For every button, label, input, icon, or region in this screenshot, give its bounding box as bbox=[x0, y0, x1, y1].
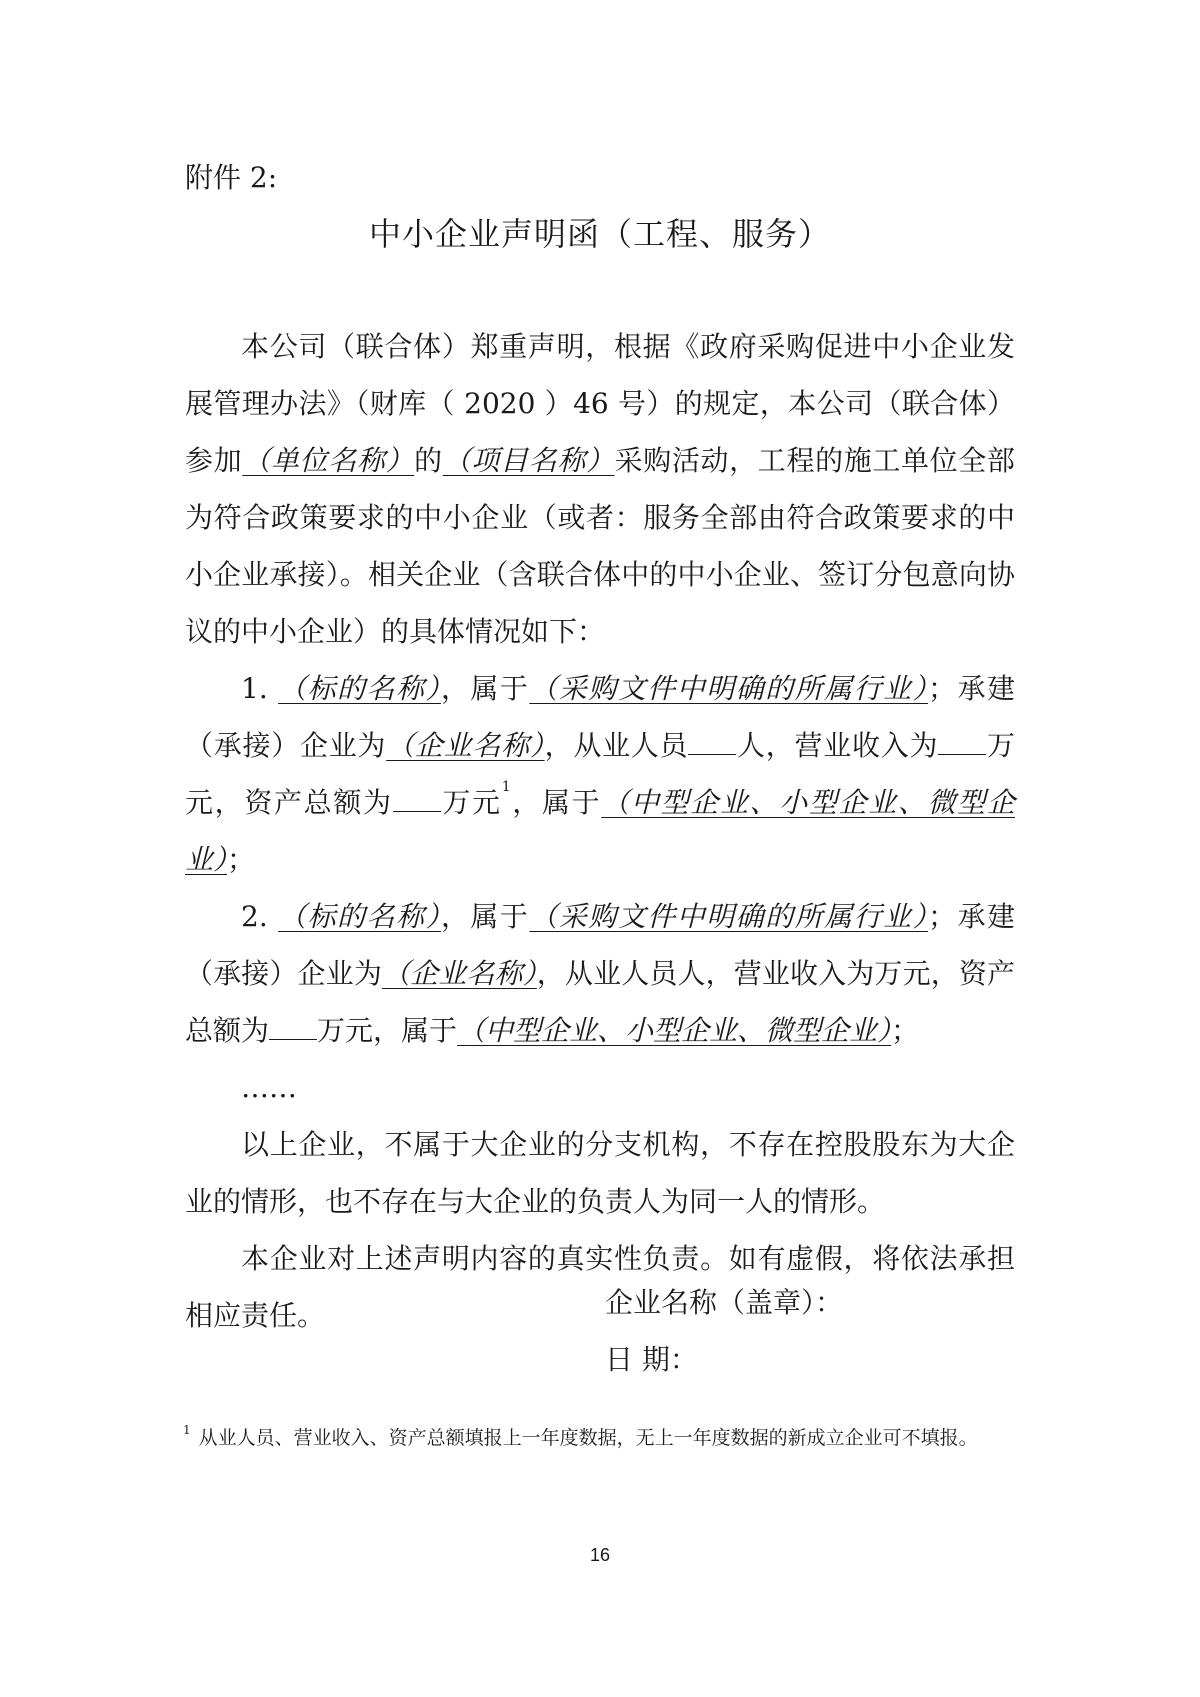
company-seal-label: 企业名称（盖章）： bbox=[605, 1286, 844, 1319]
enterprise-size-field: （中型企业、小型企业、微型企业） bbox=[457, 1014, 892, 1047]
project-name-field: （项目名称） bbox=[442, 444, 615, 477]
footnote-number: 1 bbox=[183, 1423, 191, 1437]
item-text: ，从业人员人，营业收入为万元，资产总额为 bbox=[185, 957, 1015, 1047]
item-text: ，属于 bbox=[510, 786, 602, 819]
item-text: 万元 bbox=[440, 786, 502, 819]
intro-text-2: 采购活动，工程的施工单位全部为符合政策要求的中小企业（或者：服务全部由符合政策要求的中小企业承接）。相关企业（含联合体中的中小企业、签订分包意向协议的中小企业）的具体情况如下： bbox=[185, 444, 1015, 648]
intro-paragraph bbox=[185, 318, 1015, 660]
footnote bbox=[183, 1420, 1023, 1456]
company-name-field: （企业名称） bbox=[386, 729, 545, 762]
item-number: 1. bbox=[241, 672, 268, 705]
company-name-field: （企业名称） bbox=[381, 957, 537, 990]
item-text: ，属于 bbox=[440, 900, 530, 933]
assets-blank bbox=[269, 1015, 317, 1040]
subject-name-field: （标的名称） bbox=[278, 900, 441, 933]
assets-blank bbox=[393, 787, 441, 812]
item-number: 2. bbox=[241, 900, 268, 933]
item-text: ，属于 bbox=[440, 672, 530, 705]
item-text: 万元，属于 bbox=[317, 1014, 458, 1047]
revenue-blank bbox=[938, 730, 986, 755]
enterprise-item-2 bbox=[185, 888, 1015, 1059]
subject-name-field: （标的名称） bbox=[278, 672, 441, 705]
unit-name-field: （单位名称） bbox=[242, 444, 415, 477]
document-body bbox=[185, 318, 1015, 1344]
industry-field: （采购文件中明确的所属行业） bbox=[529, 900, 928, 933]
item-text: 人，营业收入为 bbox=[736, 729, 939, 762]
date-label: 日 期： bbox=[605, 1343, 698, 1376]
item-text: 万元，资产总额为 bbox=[185, 729, 1015, 819]
item-text: ，从业人员 bbox=[544, 729, 689, 762]
item-text: ；承建（承接）企业为 bbox=[185, 900, 1015, 990]
footnote-mark: 1 bbox=[501, 779, 511, 795]
industry-field: （采购文件中明确的所属行业） bbox=[529, 672, 928, 705]
page-number: 16 bbox=[589, 1545, 611, 1565]
item-text: ； bbox=[227, 843, 256, 876]
not-branch-paragraph: 以上企业，不属于大企业的分支机构，不存在控股股东为大企业的情形，也不存在与大企业的负责人为同一人的情形。 bbox=[185, 1128, 1015, 1218]
enterprise-item-1 bbox=[185, 660, 1015, 888]
item-text: ；承建（承接）企业为 bbox=[185, 672, 1015, 762]
staff-blank bbox=[688, 730, 736, 755]
item-text: ； bbox=[891, 1014, 920, 1047]
attachment-label: 附件 2: bbox=[185, 161, 278, 194]
intro-text-1: 本公司（联合体）郑重声明，根据《政府采购促进中小企业发展管理办法》（财库（ 2020 ）46 号）的规定，本公司（联合体）参加 bbox=[185, 330, 1015, 477]
responsibility-paragraph: 本企业对上述声明内容的真实性负责。如有虚假，将依法承担相应责任。 bbox=[185, 1242, 1015, 1332]
intro-de: 的 bbox=[414, 444, 443, 477]
footnote-text: 从业人员、营业收入、资产总额填报上一年度数据，无上一年度数据的新成立企业可不填报。 bbox=[198, 1427, 978, 1449]
document-title: 中小企业声明函（工程、服务） bbox=[368, 215, 831, 253]
ellipsis: …… bbox=[241, 1071, 297, 1104]
enterprise-size-field: （中型企业、小型企业、微型企业） bbox=[185, 786, 1015, 876]
